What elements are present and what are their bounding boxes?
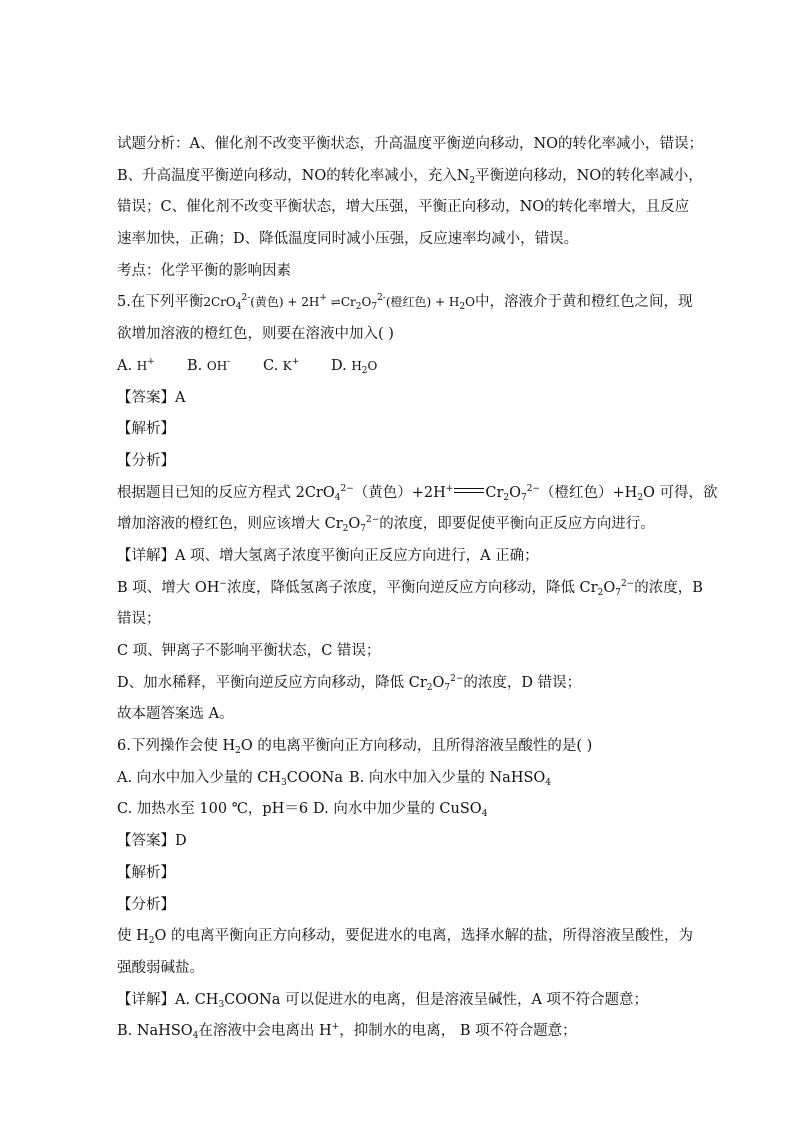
option-b: B. OH-	[187, 356, 231, 374]
analysis-line-1: 试题分析：A、催化剂不改变平衡状态，升高温度平衡逆向移动，NO的转化率减小，错误；	[117, 136, 704, 152]
question-5-stem-cont: 欲增加溶液的橙红色，则要在溶液中加入( )	[117, 326, 394, 343]
explanation-heading-6: 【解析】	[117, 864, 175, 881]
question-6-options-cd	[117, 794, 687, 826]
question-6-options-ab	[117, 763, 687, 795]
equilibrium-arrow-icon	[454, 487, 484, 495]
detail-5-conclusion: 故本题答案选 A。	[117, 706, 234, 723]
answer-6: 【答案】D	[117, 833, 187, 850]
key-point: 考点：化学平衡的影响因素	[117, 262, 291, 279]
option-d: D. $H_2O$	[331, 357, 378, 376]
analysis-5-line-1: 根据题目已知的反应方程式 2CrO$_4^{2-}$（黄色）+2H+ $Cr_2O_7^{2-}$（橙红色）$+H_2O$ 可得，欲	[117, 483, 718, 503]
analysis-6-line-2: 强酸弱碱盐。	[117, 959, 204, 976]
analysis-heading-6: 【分析】	[117, 896, 175, 913]
option-c: C. K+	[263, 356, 300, 374]
question-6-stem: 6.下列操作会使 $H_2O$ 的电离平衡向正方向移动，且所得溶液呈酸性的是( )	[117, 738, 593, 757]
detail-5-line-4: C 项、钾离子不影响平衡状态，C 错误；	[117, 643, 381, 659]
explanation-heading-5: 【解析】	[117, 421, 175, 438]
question-5-stem: 5.在下列平衡2CrO$_4^{2-}$(黄色) + 2H+ $\rightleftharpoons Cr_2O_7^{2-}$(橙红色) + $H_2O$中，溶液介于黄和橙红色之间，现	[117, 293, 693, 313]
analysis-line-4: 速率加快，正确；D、降低温度同时减小压强，反应速率均减小，错误。	[117, 231, 579, 248]
detail-5-line-3: 错误；	[117, 611, 161, 628]
detail-5-line-1: 【详解】A 项、增大氢离子浓度平衡向正反应方向进行，A 正确；	[117, 547, 539, 564]
answer-5: 【答案】A	[117, 389, 186, 406]
detail-6-line-1: 【详解】A. $CH_3COONa$ 可以促进水的电离，但是溶液呈碱性，A 项不符合题意；	[117, 991, 649, 1010]
document-body	[117, 129, 718, 1048]
analysis-6-line-1: 使 $H_2O$ 的电离平衡向正方向移动，要促进水的电离，选择水解的盐，所得溶液呈酸性，为	[117, 928, 693, 947]
option-d: D. 向水中加少量的 CuSO$_4$	[313, 801, 488, 820]
analysis-5-line-2: 增加溶液的橙红色，则应该增大 $Cr_2O_7^{2-}$的浓度，即要促使平衡向正反应方向进行。	[117, 515, 655, 535]
detail-5-line-2: B 项、增大 OH−浓度，降低氢离子浓度，平衡向逆反应方向移动，降低 $Cr_2O_7^{2-}$的浓度，B	[117, 578, 703, 598]
question-5-options	[117, 351, 687, 383]
detail-5-line-5: D、加水稀释，平衡向逆反应方向移动，降低 $Cr_2O_7^{2-}$的浓度，D 错误；	[117, 673, 582, 693]
option-a: A. 向水中加入少量的 $CH_3COONa$	[117, 769, 343, 788]
analysis-heading-5: 【分析】	[117, 452, 175, 469]
analysis-line-2: B、升高温度平衡逆向移动，NO的转化率减小，充入$N_2$平衡逆向移动，NO的转化率减小，	[117, 167, 703, 186]
analysis-line-3: 错误；C、催化剂不改变平衡状态，增大压强，平衡正向移动，NO的转化率增大，且反应	[117, 199, 690, 216]
option-b: B. 向水中加入少量的 NaHSO$_4$	[349, 769, 552, 788]
option-c: C. 加热水至 100 ℃，pH＝6	[117, 801, 309, 818]
option-a: A. H+	[117, 356, 155, 374]
detail-6-line-2: B. NaHSO$_4$在溶液中会电离出 H+，抑制水的电离， B 项不符合题意；	[117, 1022, 577, 1042]
